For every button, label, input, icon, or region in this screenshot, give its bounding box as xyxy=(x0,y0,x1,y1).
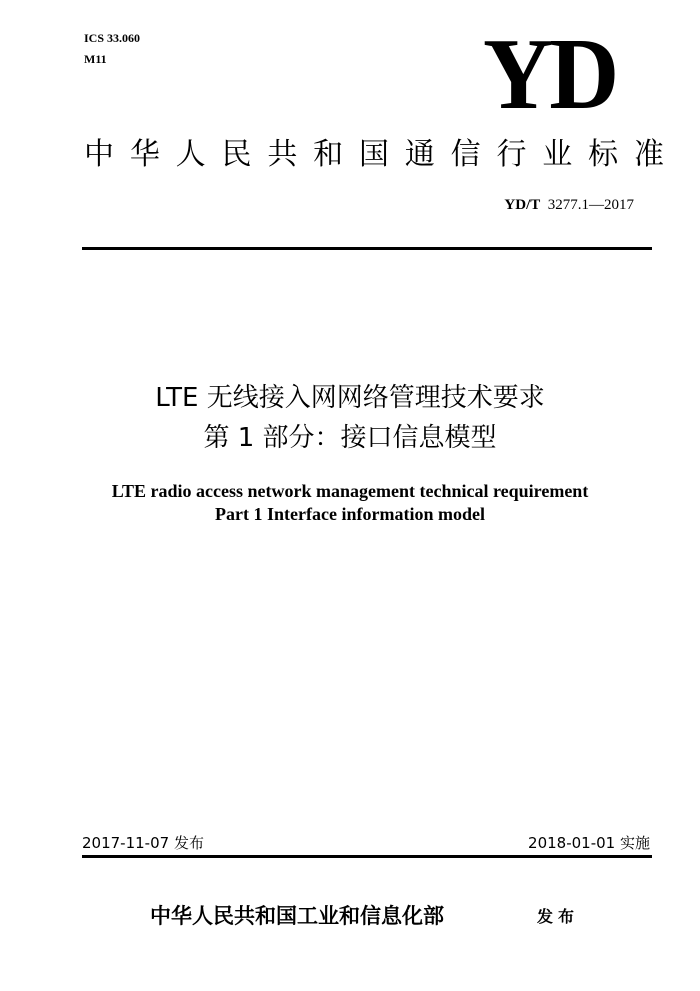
title-chinese-line1: LTE 无线接入网网络管理技术要求 xyxy=(155,383,545,413)
standard-name-char: 华 xyxy=(129,137,160,172)
standard-name-char: 共 xyxy=(267,137,298,172)
footer-divider xyxy=(82,855,652,858)
standard-prefix: YD/T xyxy=(504,197,541,213)
standard-name-char: 准 xyxy=(633,137,664,172)
publish-label: 发布 xyxy=(537,907,580,926)
standard-name-char: 民 xyxy=(221,137,252,172)
standard-number-value: 3277.1—2017 xyxy=(547,197,634,213)
ics-code: ICS 33.060 xyxy=(84,31,141,45)
standard-name-char: 业 xyxy=(542,137,573,172)
issue-date: 2017-11-07 发布 xyxy=(82,834,204,852)
header-divider xyxy=(82,247,652,250)
publisher-name: 中华人民共和国工业和信息化部 xyxy=(150,904,444,928)
standard-name-char: 国 xyxy=(358,137,389,172)
standard-name-char: 信 xyxy=(450,137,481,172)
standard-name-char: 人 xyxy=(175,137,206,172)
standard-name-char: 中 xyxy=(84,137,114,172)
implementation-date: 2018-01-01 实施 xyxy=(528,834,650,852)
standard-name-char: 标 xyxy=(588,137,619,172)
title-english-line1: LTE radio access network management technical requirement xyxy=(111,481,589,501)
standard-name-char: 行 xyxy=(496,137,527,172)
classification-code: M11 xyxy=(84,52,107,66)
yd-logo: YD xyxy=(483,18,616,131)
title-english-line2: Part 1 Interface information model xyxy=(215,504,485,524)
standard-name-char: 通 xyxy=(404,137,435,172)
title-chinese-line2: 第 1 部分：接口信息模型 xyxy=(203,423,497,453)
standard-name-char: 和 xyxy=(313,137,344,172)
standard-category-name xyxy=(84,135,664,175)
standard-number xyxy=(504,195,634,215)
